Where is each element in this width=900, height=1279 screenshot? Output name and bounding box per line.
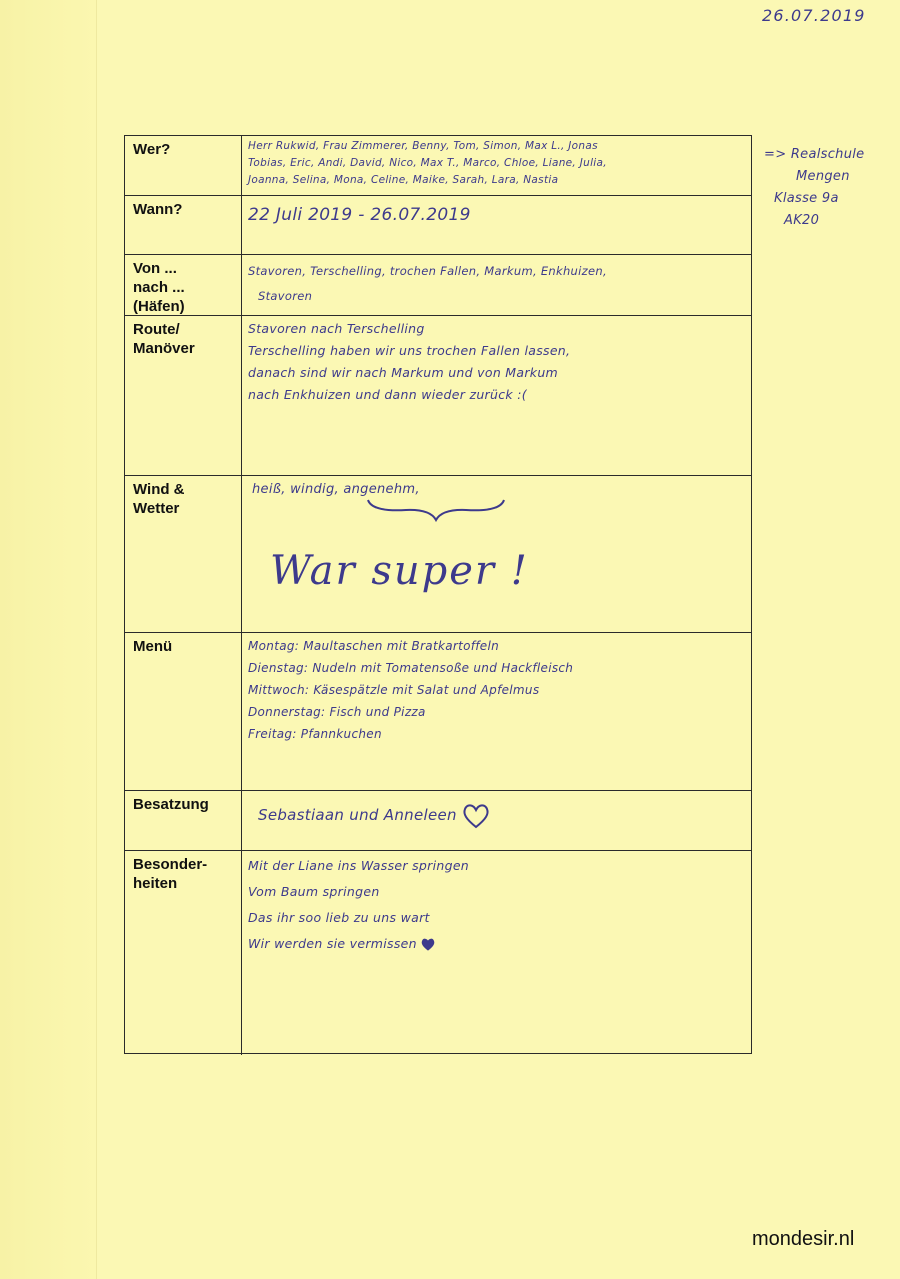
table-row-crew <box>125 791 751 851</box>
who-line-3: Joanna, Selina, Mona, Celine, Maike, Sarah, Lara, Nastia <box>248 174 559 186</box>
who-line-1: Herr Rukwid, Frau Zimmerer, Benny, Tom, Simon, Max L., Jonas <box>248 140 598 152</box>
route-line-4: nach Enkhuizen und dann wieder zurück :( <box>248 387 527 402</box>
menu-line-2: Dienstag: Nudeln mit Tomatensoße und Hackfleisch <box>248 661 574 675</box>
side-note-line-1 <box>764 144 894 166</box>
table-row-when <box>125 196 751 255</box>
row-content-when <box>244 196 751 254</box>
table-row-menu <box>125 633 751 791</box>
watermark: mondesir.nl <box>752 1228 855 1250</box>
heart-icon <box>462 803 490 829</box>
row-content-ports <box>244 255 751 315</box>
logbook-table <box>124 135 752 1054</box>
menu-line-1: Montag: Maultaschen mit Bratkartoffeln <box>248 639 500 653</box>
table-row-route <box>125 316 751 476</box>
row-label-specials: Besonder- heiten <box>125 851 242 1055</box>
small-heart-icon <box>421 938 435 951</box>
weather-line-1: heiß, windig, angenehm, <box>252 482 420 497</box>
route-line-2: Terschelling haben wir uns trochen Fallen lassen, <box>248 343 571 358</box>
arrow-icon: => <box>764 147 787 162</box>
paper-fold-line <box>96 0 97 1279</box>
specials-line-4-text: Wir werden sie vermissen <box>248 936 417 951</box>
row-label-ports: Von ... nach ... (Häfen) <box>125 255 242 315</box>
highlight-text: War super ! <box>270 548 529 594</box>
row-content-menu <box>244 633 751 790</box>
crew-line-1 <box>248 793 747 837</box>
specials-line-1: Mit der Liane ins Wasser springen <box>248 858 470 873</box>
row-content-weather <box>244 476 751 632</box>
ports-line-1: Stavoren, Terschelling, trochen Fallen, Markum, Enkhuizen, <box>248 264 607 278</box>
menu-line-3: Mittwoch: Käsespätzle mit Salat und Apfelmus <box>248 683 540 697</box>
paper-left-edge <box>0 0 96 1279</box>
date-stamp: 26.07.2019 <box>762 6 866 25</box>
route-line-1: Stavoren nach Terschelling <box>248 321 425 336</box>
row-content-who <box>244 136 751 195</box>
row-label-who: Wer? <box>125 136 242 195</box>
route-line-3: danach sind wir nach Markum und von Markum <box>248 365 559 380</box>
crew-names: Sebastiaan und Anneleen <box>258 806 457 824</box>
row-content-specials <box>244 851 751 1055</box>
row-label-crew: Besatzung <box>125 791 242 850</box>
side-note-line-4: AK20 <box>784 213 820 228</box>
specials-line-3: Das ihr soo lieb zu uns wart <box>248 910 430 925</box>
side-note-text: Realschule <box>790 147 865 162</box>
side-note-line-2: Mengen <box>796 169 850 184</box>
row-label-weather: Wind & Wetter <box>125 476 242 632</box>
row-content-crew <box>244 791 751 850</box>
row-label-menu: Menü <box>125 633 242 790</box>
table-row-specials <box>125 851 751 1055</box>
specials-line-2: Vom Baum springen <box>248 884 380 899</box>
when-line-1: 22 Juli 2019 - 26.07.2019 <box>248 205 471 225</box>
row-label-route: Route/ Manöver <box>125 316 242 475</box>
curly-brace-icon <box>366 496 506 526</box>
table-row-weather <box>125 476 751 633</box>
row-content-route <box>244 316 751 475</box>
menu-line-4: Donnerstag: Fisch und Pizza <box>248 705 426 719</box>
table-row-ports <box>125 255 751 316</box>
side-note-line-3: Klasse 9a <box>774 191 839 206</box>
menu-line-5: Freitag: Pfannkuchen <box>248 727 382 741</box>
ports-line-2: Stavoren <box>258 289 313 303</box>
who-line-2: Tobias, Eric, Andi, David, Nico, Max T., Marco, Chloe, Liane, Julia, <box>248 157 607 169</box>
specials-line-4 <box>248 931 747 957</box>
side-note <box>764 144 894 232</box>
table-row-who <box>125 136 751 196</box>
row-label-when: Wann? <box>125 196 242 254</box>
